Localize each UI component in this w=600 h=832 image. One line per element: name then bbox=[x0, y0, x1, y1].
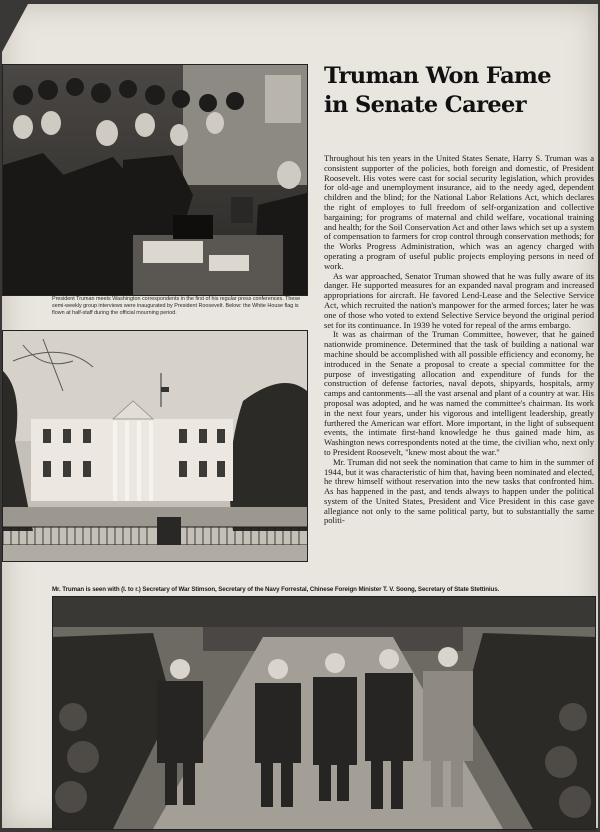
article-paragraph: Mr. Truman did not seek the nomination that came to him in the summer of 1944, but it was characteristic of him that, having been nominated and elected, he threw himself without reservation into the new tasks that confronted him. As has happened in the past, and tends always to happen under the political system of the United States, President and Vice President in this case gave allegiance not only to the same political party, but to substantially the same politi- bbox=[324, 456, 594, 526]
press-conference-caption: President Truman meets Washington correspondents in the first of his regular press conferences. These semi-weekly group interviews were inaugurated by President Roosevelt. Below: the White House flag is flown at half-staff during the official mourning period. bbox=[52, 296, 301, 317]
article-body bbox=[324, 154, 594, 526]
article-paragraph: It was as chairman of the Truman Committee, however, that he gained nationwide prominence. Determined that the task of building a national war machine should be accomplished with all possible efficiency and economy, he introduced in the Senate a proposal to create a special committee for the purpose of investigating allocation and expenditure of funds for the construction of defense factories, naval depots, shipyards, hospitals, army camps and cantonments—all the vast arsenal and plant of a country at war. His proposal was adopted, and he was named the committee's chairman. Its work in the next four years, under his vigorous and intelligent leadership, greatly furthered the American war effort. More important, in the light of subsequent events, the intimate first-hand knowledge he thus gained made him, as Washington news correspondents noted at the time, the civilian who, next only to President Roosevelt, "knew most about the war." bbox=[324, 329, 594, 457]
article-headline bbox=[324, 62, 596, 120]
headline-line-2: in Senate Career bbox=[324, 92, 527, 118]
page-corner-fold bbox=[2, 4, 28, 52]
article-paragraph: Throughout his ten years in the United States Senate, Harry S. Truman was a consistent supporter of the policies, both foreign and domestic, of President Roosevelt. His votes were cast for social security legislation, which provides for old-age and unemployment insurance, aid to the needy aged, dependent children and the blind; for the National Labor Relations Act, which declares the right of employes to full freedom of self-organization and collective bargaining; for programs of maternal and child welfare, vocational training and health; for the Soil Conservation Act and other laws which set up a system of compensation to farmers for crop control through conservation methods; for the Works Progress Administration, which was an agency charged with operating a program of useful public projects employing persons in need of work. bbox=[324, 153, 594, 271]
press-conference-photo bbox=[2, 64, 308, 296]
white-house-photo bbox=[2, 330, 308, 562]
article-paragraph: As war approached, Senator Truman showed that he was fully aware of its danger. He supported measures for an expanded naval program and increased appropriations for aircraft. He favored Lend-Lease and the Selective Service Act, which recruited the nation's manpower for the armed forces; later he was one of those who voted to extend Selective Service beyond the original period set for its continuance. In 1939 he voted for repeal of the arms embargo. bbox=[324, 270, 594, 330]
magazine-page bbox=[2, 4, 598, 828]
headline-line-1: Truman Won Fame bbox=[324, 63, 551, 89]
garden-group-caption: Mr. Truman is seen with (l. to r.) Secretary of War Stimson, Secretary of the Navy Forrestal, Chinese Foreign Minister T. V. Soong, Secretary of State Stettinius. bbox=[52, 586, 500, 593]
garden-group-photo bbox=[52, 596, 596, 830]
